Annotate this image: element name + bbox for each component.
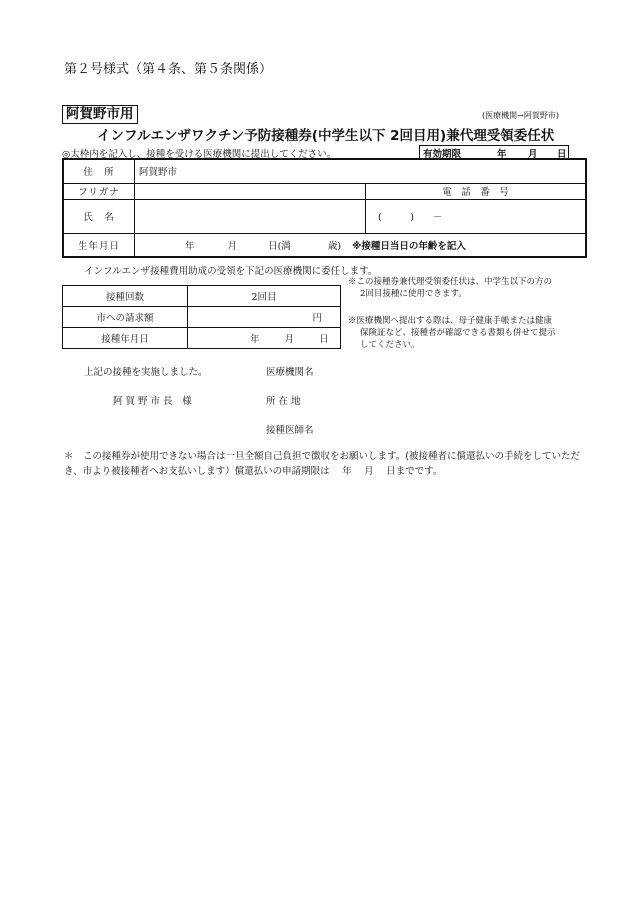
- validity-year: 年: [497, 149, 507, 160]
- dob-year: 年: [185, 240, 195, 252]
- phone-label: 電 話 番 号: [366, 183, 587, 199]
- date-field[interactable]: [188, 328, 341, 349]
- form-number: 第２号様式（第４条、第５条関係）: [64, 62, 273, 77]
- furigana-label: フリガナ: [63, 183, 135, 199]
- footnote: ＊ この接種券が使用できない場合は一旦全額自己負担で徴収をお願いします。(被接種者に償還払いの手続をしていただき、市より被接種者へお支払いします）償還払いの申請期限は 年 月 日までです。: [64, 451, 580, 477]
- dob-field[interactable]: [135, 233, 587, 257]
- instruction-text: ◎太枠内を記入し、接種を受ける医療機関に提出してください。: [62, 149, 337, 160]
- address-field[interactable]: 阿賀野市: [135, 159, 587, 183]
- date-year: 年: [250, 334, 260, 345]
- name-label: 氏 名: [63, 199, 135, 233]
- validity-box: [419, 145, 569, 159]
- claim-field[interactable]: 円: [188, 307, 341, 328]
- dob-row: [63, 233, 586, 257]
- mayor-address: 阿 賀 野 市 長 様: [113, 396, 192, 407]
- date-label: 接種年月日: [63, 328, 188, 349]
- count-row: [63, 286, 341, 307]
- claim-row: [63, 307, 341, 328]
- date-day: 日: [319, 334, 329, 345]
- note-1-line-1: ※この接種券兼代理受領委任状は、中学生以下の方の: [348, 277, 553, 287]
- date-row: [63, 328, 341, 349]
- dob-day: 日(満: [268, 240, 291, 252]
- validity-month: 月: [528, 149, 538, 160]
- claim-label: 市への請求額: [63, 307, 188, 328]
- delegation-text: インフルエンザ接種費用助成の受領を下記の医療機関に委任します。: [84, 266, 378, 277]
- furigana-field[interactable]: [135, 183, 366, 199]
- note-1-line-2: 2回目接種に使用できます。: [360, 289, 467, 299]
- routing-note: (医療機関→阿賀野市): [482, 111, 559, 120]
- validity-day: 日: [557, 149, 567, 160]
- city-label: 阿賀野市用: [62, 105, 138, 124]
- date-month: 月: [284, 334, 295, 345]
- furigana-row: [63, 183, 586, 199]
- vaccination-table: [62, 285, 341, 349]
- note-2-line-2: 保険証など、接種者が確認できる書類も併せて提示: [360, 328, 556, 338]
- location-label: 所 在 地: [266, 396, 301, 407]
- institution-label: 医療機関名: [266, 367, 314, 378]
- count-value: 2回目: [188, 286, 341, 307]
- note-2-line-3: してください。: [360, 340, 420, 350]
- count-label: 接種回数: [63, 286, 188, 307]
- doctor-label: 接種医師名: [266, 425, 314, 436]
- note-2-line-1: ※医療機関へ提出する際は、母子健康手帳または健康: [348, 316, 553, 326]
- phone-field[interactable]: ( ) －: [366, 199, 587, 233]
- validity-label: 有効期限: [423, 149, 462, 160]
- dob-month: 月: [227, 240, 238, 252]
- applicant-form: [62, 158, 587, 258]
- page-title: インフルエンザワクチン予防接種券(中学生以下 2回目用)兼代理受領委任状: [97, 128, 555, 144]
- address-label: 住 所: [63, 159, 135, 183]
- performed-text: 上記の接種を実施しました。: [84, 367, 208, 378]
- address-row: [63, 159, 586, 183]
- name-field[interactable]: [135, 199, 366, 233]
- name-row: [63, 199, 586, 233]
- dob-label: 生年月日: [63, 233, 135, 257]
- dob-note: ※接種日当日の年齢を記入: [352, 240, 466, 252]
- dob-age: 歳): [327, 240, 342, 252]
